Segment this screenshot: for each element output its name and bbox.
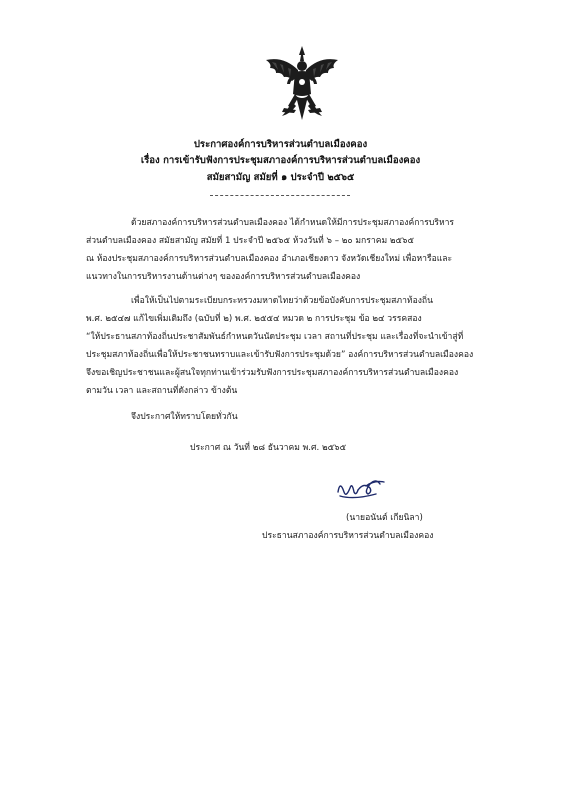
paragraph-1-line: แนวทางในการบริหารงานด้านต่างๆ ขององค์การบริหารส่วนตำบลเมืองคอง — [86, 272, 361, 282]
announcement-subject: เรื่อง การเข้ารับฟังการประชุมสภาองค์การบริหารส่วนตำบลเมืองคอง — [140, 155, 421, 166]
handwritten-signature — [330, 470, 390, 510]
announcement-heading: ประกาศองค์การบริหารส่วนตำบลเมืองคอง — [193, 139, 368, 150]
paragraph-1-line: ณ ห้องประชุมสภาองค์การบริหารส่วนตำบลเมืองคอง อำเภอเชียงดาว จังหวัดเชียงใหม่ เพื่อหารือและ — [86, 254, 453, 264]
paragraph-2-line: ตามวัน เวลา และสถานที่ดังกล่าว ข้างต้น — [86, 386, 238, 396]
announcement-session: สมัยสามัญ สมัยที่ ๑ ประจำปี ๒๕๖๕ — [206, 172, 355, 183]
closing-statement: จึงประกาศให้ทราบโดยทั่วกัน — [131, 412, 238, 422]
paragraph-1-line: ส่วนตำบลเมืองคอง สมัยสามัญ สมัยที่ 1 ประจำปี ๒๕๖๕ ห้วงวันที่ ๖ – ๒๐ มกราคม ๒๕๖๕ — [86, 236, 414, 246]
paragraph-2-line: พ.ศ. ๒๕๔๗ แก้ไขเพิ่มเติมถึง (ฉบับที่ ๒) พ.ศ. ๒๕๕๔ หมวด ๒ การประชุม ข้อ ๒๔ วรรคสอง — [86, 314, 422, 324]
garuda-emblem — [262, 46, 342, 122]
signer-title: ประธานสภาองค์การบริหารส่วนตำบลเมืองคอง — [262, 531, 434, 541]
paragraph-1-line: ด้วยสภาองค์การบริหารส่วนตำบลเมืองคอง ได้กำหนดให้มีการประชุมสภาองค์การบริหาร — [131, 218, 455, 228]
paragraph-2-line: ประชุมสภาท้องถิ่นเพื่อให้ประชาชนทราบและเข้ารับฟังการประชุมด้วย” องค์การบริหารส่วนตำบลเมืองคอง — [86, 350, 474, 360]
paragraph-2-line: “ให้ประธานสภาท้องถิ่นประชาสัมพันธ์กำหนดวันนัดประชุม เวลา สถานที่ประชุม และเรื่องที่จะนำเข้าสู่ที่ — [86, 332, 464, 342]
paragraph-2-line: จึงขอเชิญประชาชนและผู้สนใจทุกท่านเข้าร่วมรับฟังการประชุมสภาองค์การบริหารส่วนตำบลเมืองคอง — [86, 368, 459, 378]
header-divider — [210, 195, 350, 196]
announcement-date: ประกาศ ณ วันที่ ๒๘ ธันวาคม พ.ศ. ๒๕๖๕ — [190, 443, 347, 453]
signer-name: (นายอนันต์ เกียนิลา) — [346, 513, 423, 523]
paragraph-2-line: เพื่อให้เป็นไปตามระเบียบกระทรวงมหาดไทยว่าด้วยข้อบังคับการประชุมสภาท้องถิ่น — [131, 296, 433, 306]
